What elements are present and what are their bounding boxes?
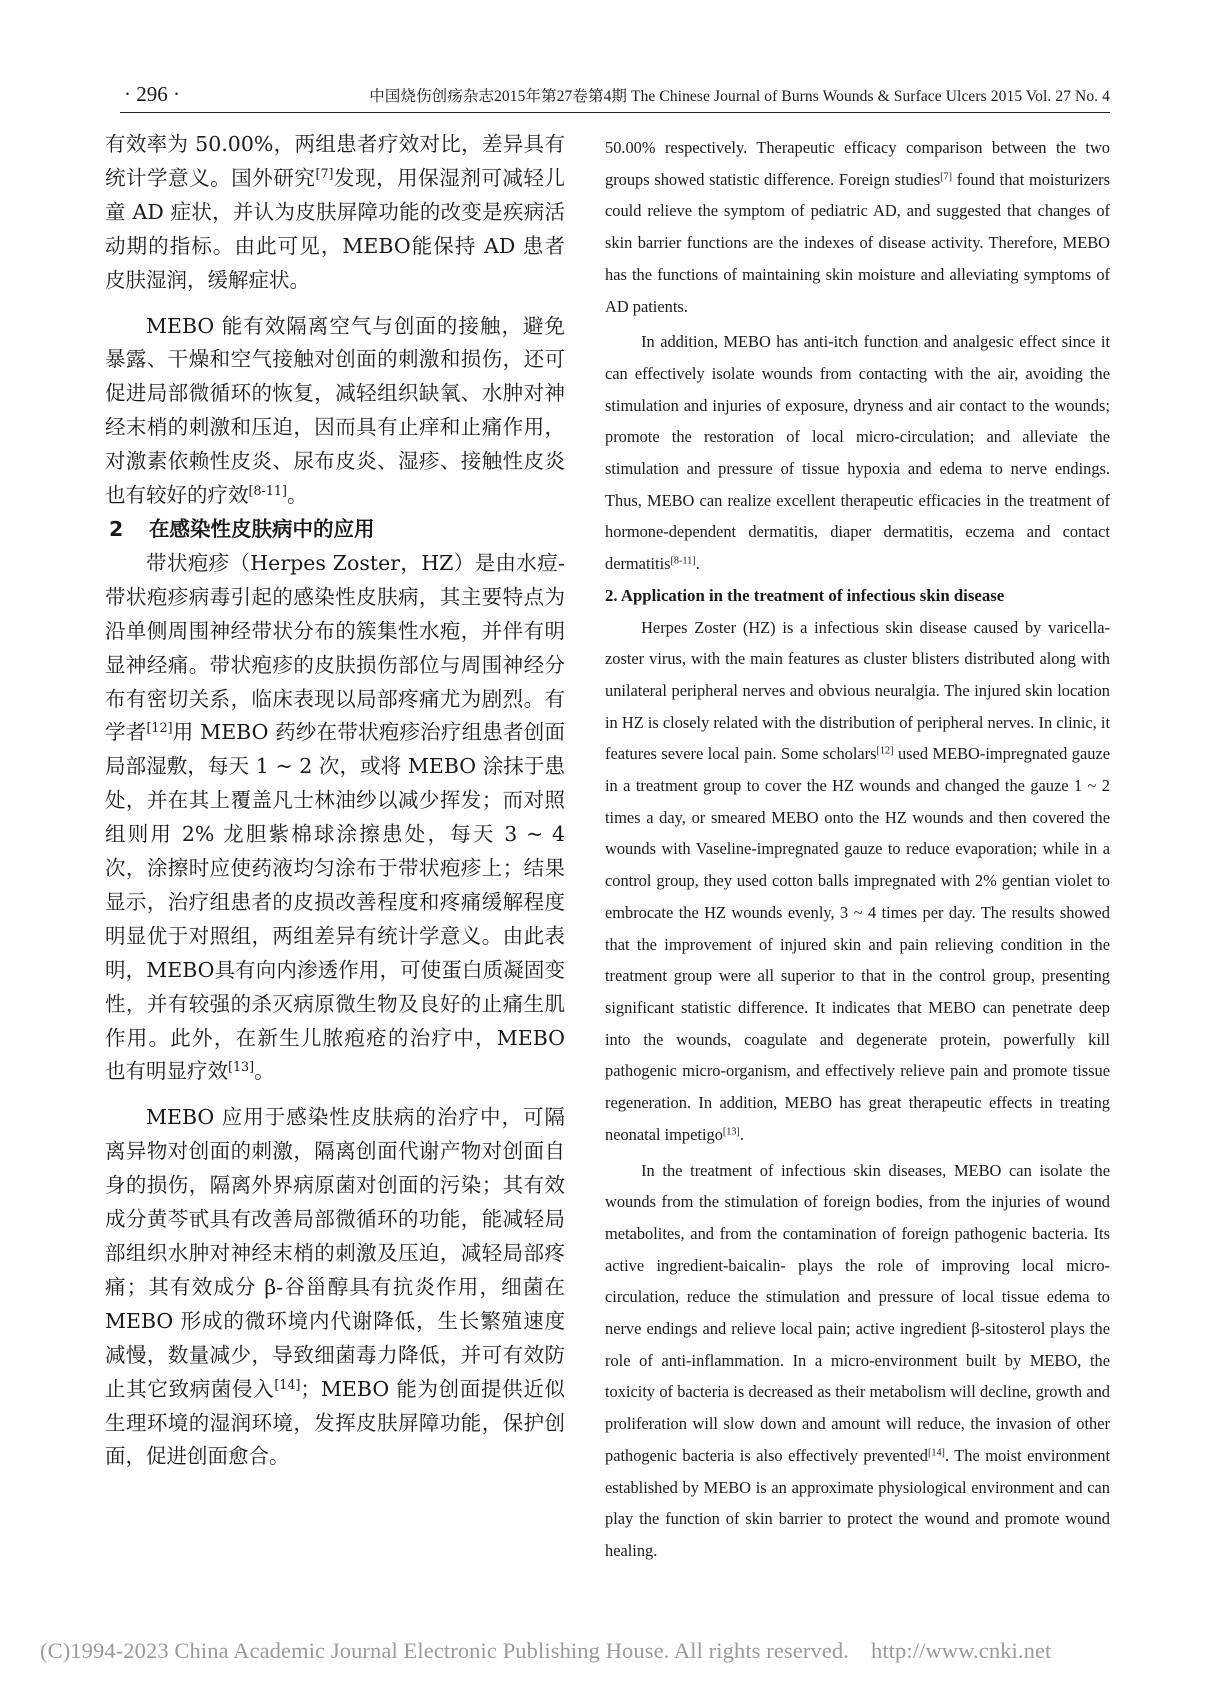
citation: [8-11] (248, 483, 287, 499)
paragraph: In addition, MEBO has anti-itch function and analgesic effect since it can effectively isolate wounds from contacting with the air, avoiding the stimulation and injuries of exposure, dryness and air contact to the wounds; promote the restoration of local micro-circulation; and alleviate the stimulation and pressure of tissue hypoxia and edema to nerve endings. Thus, MEBO can realize excellent therapeutic efficacies in the treatment of hormone-dependent dermatitis, diaper dermatitis, eczema and contact dermatitis[8-11]. (605, 332, 1110, 574)
paragraph: In the treatment of infectious skin diseases, MEBO can isolate the wounds from the stimulation of foreign bodies, from the injuries of wound metabolites, and from the contamination of foreign pathogenic bacteria. Its active ingredient-baicalin- plays the role of improving local micro-circulation, reduce the stimulation and pressure of local tissue edema to nerve endings and relieve local pain; active ingredient β-sitosterol plays the role of anti-inflammation. In a micro-environment built by MEBO, the toxicity of bacteria is decreased as their metabolism will decline, growth and proliferation will slow down and amount will reduce, the invasion of other pathogenic bacteria is also effectively prevented[14]. The moist environment established by MEBO is an approximate physiological environment and can play the function of skin barrier to protect the wound and promote wound healing. (605, 1160, 1110, 1560)
paragraph: 有效率为 50.00%，两组患者疗效对比，差异具有统计学意义。国外研究[7]发现，用保湿剂可减轻儿童 AD 症状，并认为皮肤屏障功能的改变是疾病活动期的指标。由此可见，MEBO能保持 AD 患者皮肤湿润，缓解症状。 (105, 132, 566, 292)
citation: [8-11] (670, 555, 696, 567)
section-heading: 2. Application in the treatment of infectious skin disease (605, 585, 1005, 605)
section-number: 2 (109, 516, 124, 541)
paragraph: 50.00% respectively. Therapeutic efficacy comparison between the two groups showed statistic difference. Foreign studies[7] found that moisturizers could relieve the symptom of pediatric AD, and suggested that changes of skin barrier functions are the indexes of disease activity. Therefore, MEBO has the functions of maintaining skin moisture and alleviating symptoms of AD patients. (605, 138, 1111, 316)
paragraph: MEBO 能有效隔离空气与创面的接触，避免暴露、干燥和空气接触对创面的刺激和损伤，还可促进局部微循环的恢复，减轻组织缺氧、水肿对神经末梢的刺激和压迫，因而具有止痒和止痛作用，对激素依赖性皮炎、尿布皮炎、湿疹、接触性皮炎也有较好的疗效[8-11]。 (105, 313, 565, 508)
citation: [12] (146, 720, 173, 736)
footer-url: http://www.cnki.net (870, 1638, 1052, 1663)
citation: [7] (315, 165, 334, 181)
page-header (120, 82, 1110, 113)
section-heading (105, 513, 565, 547)
english-column (605, 132, 1110, 1567)
section-title: 在感染性皮肤病中的应用 (149, 516, 375, 541)
copyright-text: (C)1994-2023 China Academic Journal Electronic Publishing House. All rights reserved. (40, 1638, 849, 1663)
citation: [13] (722, 1126, 740, 1138)
chinese-column (105, 128, 565, 1474)
paragraph: 带状疱疹（Herpes Zoster，HZ）是由水痘-带状疱疹病毒引起的感染性皮肤病，其主要特点为沿单侧周围神经带状分布的簇集性水疱，并伴有明显神经痛。带状疱疹的皮肤损伤部位与周围神经分布有密切关系，临床表现以局部疼痛尤为剧烈。有学者[12]用 MEBO 药纱在带状疱疹治疗组患者创面局部湿敷，每天 1 ~ 2 次，或将 MEBO 涂抹于患处，并在其上覆盖凡士林油纱以减少挥发；而对照组则用 2% 龙胆紫棉球涂擦患处，每天 3 ~ 4 次，涂擦时应使药液均匀涂布于带状疱疹上；结果显示，治疗组患者的皮损改善程度和疼痛缓解程度明显优于对照组，两组差异有统计学意义。由此表明，MEBO具有向内渗透作用，可使蛋白质凝固变性，并有较强的杀灭病原微生物及良好的止痛生肌作用。此外，在新生儿脓疱疮的治疗中，MEBO 也有明显疗效[13]。 (105, 550, 566, 1084)
citation: [13] (228, 1059, 255, 1075)
citation: [7] (940, 171, 952, 183)
citation: [14] (274, 1376, 301, 1392)
running-head: 中国烧伤创疡杂志2015年第27卷第4期 The Chinese Journal of Burns Wounds & Surface Ulcers 2015 Vol. 27 No. 4 (369, 88, 1110, 105)
copyright-footer (40, 1638, 1200, 1664)
page-number: · 296 · (124, 82, 180, 106)
citation: [14] (928, 1447, 945, 1459)
citation: [12] (876, 745, 894, 757)
paragraph: MEBO 应用于感染性皮肤病的治疗中，可隔离异物对创面的刺激，隔离创面代谢产物对创面自身的损伤，隔离外界病原菌对创面的污染；其有效成分黄芩甙具有改善局部微循环的功能，能减轻局部组织水肿对神经末梢的刺激及压迫，减轻局部疼痛；其有效成分 β-谷甾醇具有抗炎作用，细菌在 MEBO 形成的微环境内代谢降低，生长繁殖速度减慢，数量减少，导致细菌毒力降低，并可有效防止其它致病菌侵入[14]；MEBO 能为创面提供近似生理环境的湿润环境，发挥皮肤屏障功能，保护创面，促进创面愈合。 (105, 1105, 565, 1469)
paragraph: Herpes Zoster (HZ) is a infectious skin disease caused by varicella-zoster virus, with the main features as cluster blisters distributed along with unilateral peripheral nerves and obvious neuralgia. The injured skin location in HZ is closely related with the distribution of peripheral nerves. In clinic, it features severe local pain. Some scholars[12] used MEBO-impregnated gauze in a treatment group to cover the HZ wounds and changed the gauze 1 ~ 2 times a day, or smeared MEBO onto the HZ wounds and then covered the wounds with Vaseline-impregnated gauze to reduce evaporation; while in a control group, they used cotton balls impregnated with 2% gentian violet to embrocate the HZ wounds evenly, 3 ~ 4 times per day. The results showed that the improvement of injured skin and pain relieving condition in the treatment group were all superior to that in the control group, presenting significant statistic difference. It indicates that MEBO can penetrate deep into the wounds, coagulate and degenerate protein, powerfully kill pathogenic micro-organism, and effectively relieve pain and promote tissue regeneration. In addition, MEBO has great therapeutic effects in treating neonatal impetigo[13]. (605, 617, 1110, 1144)
